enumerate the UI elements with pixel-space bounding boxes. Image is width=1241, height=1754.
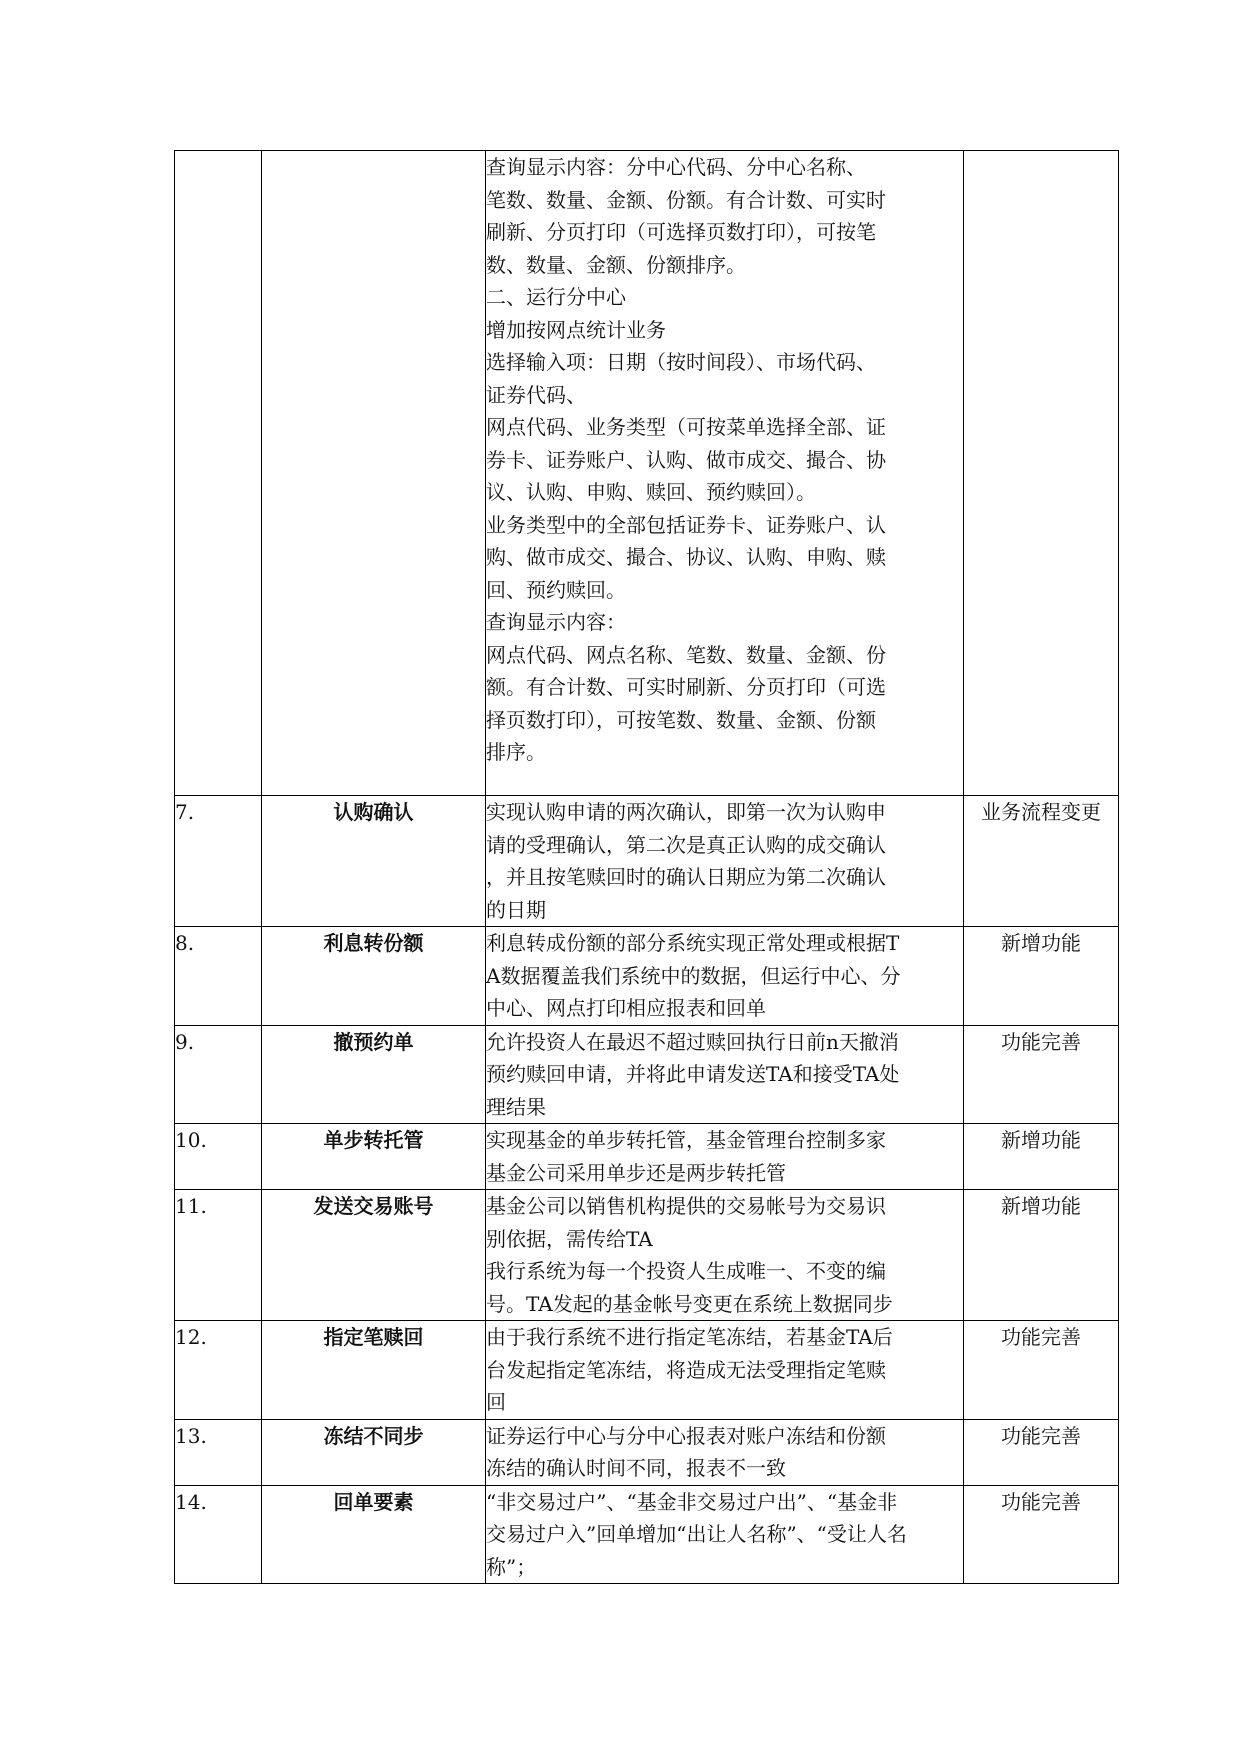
change-type: 功能完善 [964, 1419, 1119, 1485]
table-row [175, 1190, 1119, 1321]
change-type: 功能完善 [964, 1025, 1119, 1124]
row-number: 7. [175, 796, 262, 927]
description-line: 回 [486, 1390, 506, 1414]
feature-description [486, 1485, 964, 1584]
description-line: 选择输入项：日期（按时间段）、市场代码、 [486, 350, 876, 374]
row-number: 12. [175, 1321, 262, 1420]
requirements-table [174, 150, 1119, 1584]
row-number [175, 151, 262, 796]
table-body [175, 151, 1119, 1584]
description-line: 额。有合计数、可实时刷新、分页打印（可选 [486, 675, 886, 699]
feature-name: 回单要素 [262, 1485, 486, 1584]
description-line: “非交易过户”、“基金非交易过户出”、“基金非 [486, 1489, 898, 1514]
description-line: 议、认购、申购、赎回、预约赎回）。 [486, 480, 816, 504]
description-line: 实现认购申请的两次确认，即第一次为认购申 [486, 800, 886, 824]
table-row [175, 927, 1119, 1026]
table-row [175, 1124, 1119, 1190]
description-line: 网点代码、业务类型（可按菜单选择全部、证 [486, 415, 886, 439]
change-type: 新增功能 [964, 927, 1119, 1026]
description-line: 网点代码、网点名称、笔数、数量、金额、份 [486, 642, 886, 667]
description-line: 基金公司以销售机构提供的交易帐号为交易识 [486, 1194, 886, 1218]
table-row [175, 1485, 1119, 1584]
description-line: 基金公司采用单步还是两步转托管 [486, 1160, 786, 1185]
feature-name: 单步转托管 [262, 1124, 486, 1190]
description-line: 允许投资人在最迟不超过赎回执行日前n天撤消 [486, 1029, 899, 1054]
feature-name [262, 151, 486, 796]
table-row [175, 1025, 1119, 1124]
description-line: 二、运行分中心 [486, 285, 626, 309]
feature-name: 指定笔赎回 [262, 1321, 486, 1420]
feature-description [486, 796, 964, 927]
description-line: 别依据，需传给TA [486, 1226, 653, 1251]
change-type [964, 151, 1119, 796]
description-line: 券卡、证券账户、认购、做市成交、撮合、协 [486, 447, 886, 472]
description-line: 择页数打印），可按笔数、数量、金额、份额 [486, 707, 876, 732]
feature-description [486, 927, 964, 1026]
feature-description [486, 1419, 964, 1485]
feature-name: 冻结不同步 [262, 1419, 486, 1485]
table-row [175, 796, 1119, 927]
description-line: 号。TA发起的基金帐号变更在系统上数据同步 [486, 1291, 893, 1316]
description-line: 购、做市成交、撮合、协议、认购、申购、赎 [486, 545, 886, 569]
description-line: 证券运行中心与分中心报表对账户冻结和份额 [486, 1423, 886, 1448]
description-line: 台发起指定笔冻结，将造成无法受理指定笔赎 [486, 1357, 886, 1382]
description-line: 中心、网点打印相应报表和回单 [486, 996, 766, 1020]
feature-name: 利息转份额 [262, 927, 486, 1026]
description-line: 刷新、分页打印（可选择页数打印），可按笔 [486, 220, 876, 244]
description-line: 交易过户入”回单增加“出让人名称”、“受让人名 [486, 1522, 907, 1546]
description-line: 数、数量、金额、份额排序。 [486, 252, 746, 277]
description-line: 业务类型中的全部包括证券卡、证券账户、认 [486, 512, 886, 537]
description-line: 实现基金的单步转托管，基金管理台控制多家 [486, 1128, 886, 1152]
description-line: 理结果 [486, 1094, 546, 1119]
feature-name: 撤预约单 [262, 1025, 486, 1124]
description-line: A数据覆盖我们系统中的数据，但运行中心、分 [486, 963, 901, 988]
table-row [175, 1321, 1119, 1420]
change-type: 功能完善 [964, 1321, 1119, 1420]
feature-name: 发送交易账号 [262, 1190, 486, 1321]
description-line: ，并且按笔赎回时的确认日期应为第二次确认 [486, 865, 886, 889]
change-type: 业务流程变更 [964, 796, 1119, 927]
description-line: 冻结的确认时间不同，报表不一致 [486, 1456, 786, 1480]
description-line: 证券代码、 [486, 382, 586, 407]
feature-description [486, 151, 964, 796]
description-line: 回、预约赎回。 [486, 577, 626, 602]
description-line: 我行系统为每一个投资人生成唯一、不变的编 [486, 1259, 886, 1283]
description-line: 称”； [486, 1554, 537, 1579]
table-row [175, 1419, 1119, 1485]
feature-description [486, 1124, 964, 1190]
row-number: 8. [175, 927, 262, 1026]
row-number: 9. [175, 1025, 262, 1124]
description-line: 请的受理确认，第二次是真正认购的成交确认 [486, 832, 886, 857]
description-line: 查询显示内容：分中心代码、分中心名称、 [486, 155, 866, 179]
feature-name: 认购确认 [262, 796, 486, 927]
description-line: 的日期 [486, 897, 546, 922]
row-number: 11. [175, 1190, 262, 1321]
description-line: 查询显示内容： [486, 610, 626, 634]
row-number: 13. [175, 1419, 262, 1485]
change-type: 新增功能 [964, 1190, 1119, 1321]
description-line: 增加按网点统计业务 [486, 317, 666, 342]
description-line: 由于我行系统不进行指定笔冻结，若基金TA后 [486, 1325, 893, 1349]
description-line: 利息转成份额的部分系统实现正常处理或根据T [486, 931, 900, 955]
row-number: 10. [175, 1124, 262, 1190]
row-number: 14. [175, 1485, 262, 1584]
feature-description [486, 1190, 964, 1321]
table-row [175, 151, 1119, 796]
description-line: 预约赎回申请，并将此申请发送TA和接受TA处 [486, 1062, 900, 1086]
feature-description [486, 1025, 964, 1124]
description-line: 排序。 [486, 740, 546, 764]
change-type: 功能完善 [964, 1485, 1119, 1584]
description-line: 笔数、数量、金额、份额。有合计数、可实时 [486, 187, 886, 212]
change-type: 新增功能 [964, 1124, 1119, 1190]
feature-description [486, 1321, 964, 1420]
